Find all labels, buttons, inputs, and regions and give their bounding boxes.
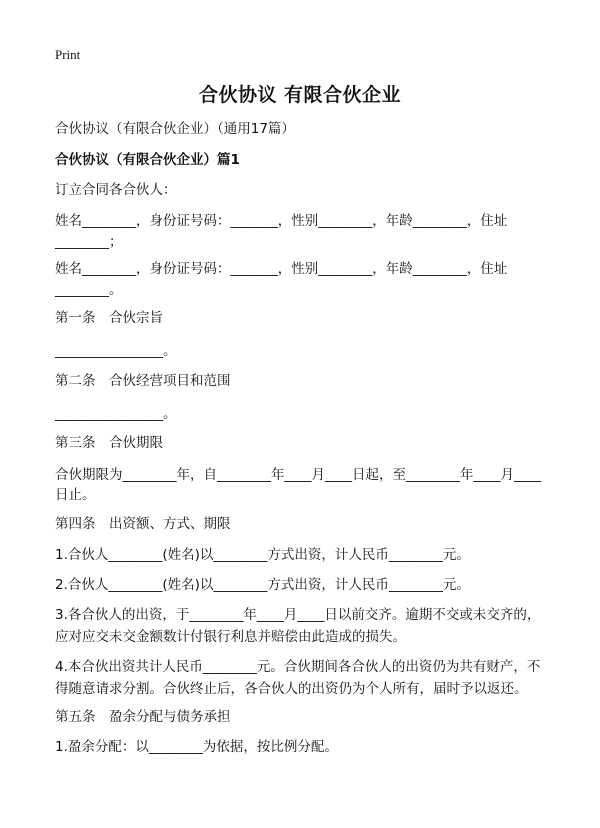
article4-item4: 4.本合伙出资共计人民币________元。合伙期间各合伙人的出资仍为共有财产，不得随意请求分割。合伙终止后，各合伙人的出资仍为个人所有，届时予以返还。 (55, 659, 541, 697)
article3-line1: 合伙期限为________年，自________年____月____日起，至________年____月____ (55, 467, 541, 483)
article3-line2: 日止。 (55, 487, 96, 503)
article1-heading: 第一条 合伙宗旨 (55, 310, 163, 326)
document-subtitle: 合伙协议（有限合伙企业）（通用17篇） (55, 121, 295, 137)
article1-blank: ________________。 (55, 343, 177, 359)
document-title: 合伙协议 有限合伙企业 (198, 84, 402, 106)
intro-text: 订立合同各合伙人： (55, 182, 177, 198)
partner2-line1: 姓名________，身份证号码：_______，性别________，年龄________，住址 (55, 261, 508, 277)
partner1-line1: 姓名________，身份证号码：_______，性别________，年龄________，住址 (55, 213, 508, 229)
article2-blank: ________________。 (55, 406, 177, 422)
print-label: Print (55, 47, 81, 62)
article4-item2: 2.合伙人________(姓名)以________方式出资，计人民币________元。 (55, 577, 470, 593)
section-title: 合伙协议（有限合伙企业）篇1 (55, 152, 240, 168)
article4-heading: 第四条 出资额、方式、期限 (55, 516, 231, 532)
article4-item3: 3.各合伙人的出资，于________年____月____日以前交齐。逾期不交或未交齐的，应对应交未交金额数计付银行利息并赔偿由此造成的损失。 (55, 607, 541, 645)
article5-heading: 第五条 盈余分配与债务承担 (55, 709, 231, 725)
article5-item1: 1.盈余分配：以________为依据，按比例分配。 (55, 739, 338, 755)
article2-heading: 第二条 合伙经营项目和范围 (55, 373, 231, 389)
article3-heading: 第三条 合伙期限 (55, 435, 163, 451)
partner1-line2: ________； (55, 234, 123, 250)
article4-item1: 1.合伙人________(姓名)以________方式出资，计人民币________元。 (55, 547, 470, 563)
partner2-line2: ________。 (55, 282, 123, 298)
